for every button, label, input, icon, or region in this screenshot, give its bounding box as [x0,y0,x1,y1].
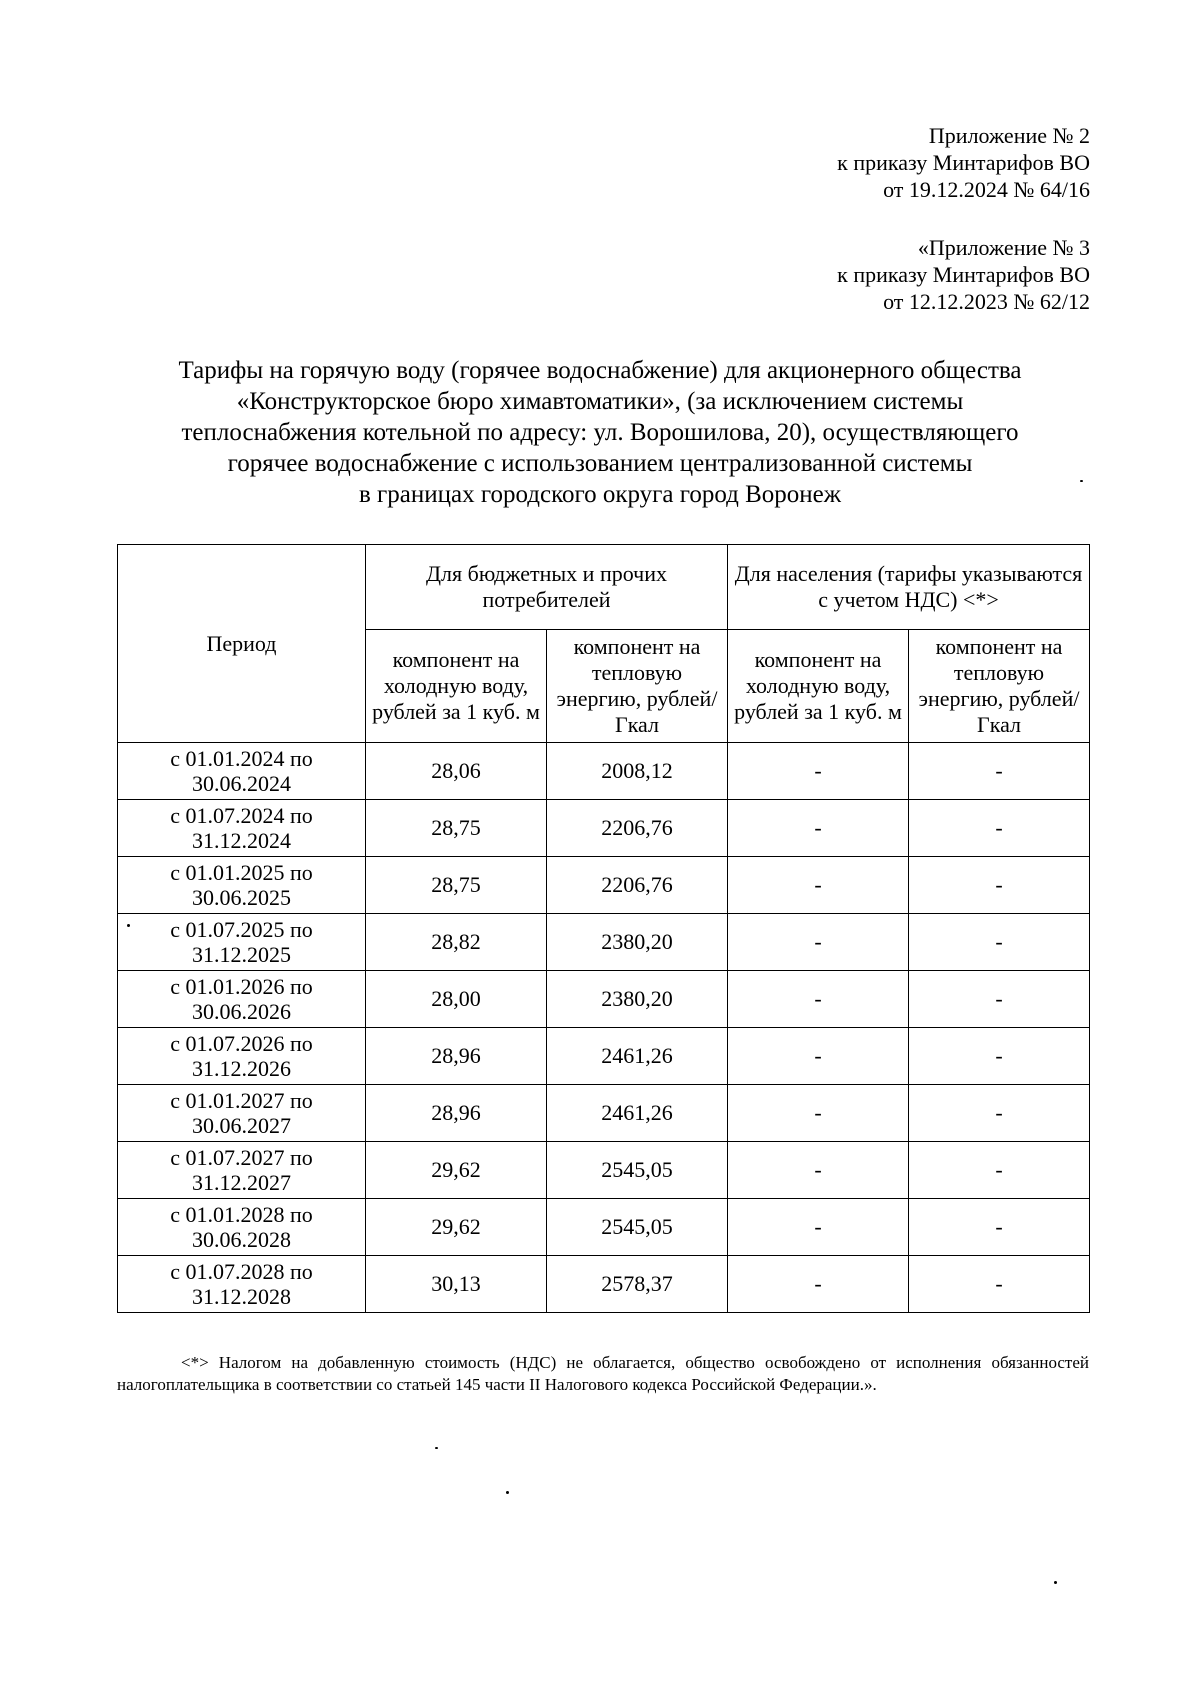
period-end: 31.12.2027 [192,1170,291,1195]
cold-water-population-cell: - [728,1256,909,1313]
period-start: с 01.01.2025 по [170,860,313,885]
heat-energy-cell: 2206,76 [547,857,728,914]
cold-water-cell: 28,75 [366,800,547,857]
heat-energy-cell: 2008,12 [547,743,728,800]
cold-water-cell: 28,00 [366,971,547,1028]
cold-water-cell: 29,62 [366,1199,547,1256]
annex-current-reference [837,122,1090,203]
heat-energy-header: компонент на тепловую энергию, рублей/Гкал [547,630,728,743]
scan-speck [435,1447,438,1449]
table-row [118,1142,1090,1199]
heat-energy-population-cell: - [909,1199,1090,1256]
heat-energy-cell: 2578,37 [547,1256,728,1313]
period-cell [118,800,366,857]
title-line: Тарифы на горячую воду (горячее водоснабжение) для акционерного общества [178,357,1022,384]
period-end: 30.06.2024 [192,771,291,796]
period-start: с 01.01.2028 по [170,1202,313,1227]
annex-order-ref: к приказу Минтарифов ВО [837,150,1090,175]
title-line: в границах городского округа город Воронеж [358,481,842,508]
cold-water-population-cell: - [728,1199,909,1256]
period-end: 30.06.2027 [192,1113,291,1138]
period-start: с 01.01.2027 по [170,1088,313,1113]
period-header: Период [118,545,366,743]
period-start: с 01.07.2025 по [170,917,313,942]
scan-speck [1054,1581,1057,1584]
cold-water-cell: 28,96 [366,1028,547,1085]
cold-water-population-cell: - [728,914,909,971]
annex-number: «Приложение № 3 [917,235,1090,260]
table-row [118,1085,1090,1142]
cold-water-population-cell: - [728,1028,909,1085]
annex-previous-reference [837,234,1090,315]
heat-energy-cell: 2380,20 [547,971,728,1028]
table-row [118,743,1090,800]
period-end: 30.06.2026 [192,999,291,1024]
heat-energy-cell: 2461,26 [547,1085,728,1142]
title-line: теплоснабжения котельной по адресу: ул. Ворошилова, 20), осуществляющего [181,419,1019,446]
cold-water-header: компонент на холодную воду, рублей за 1 куб. м [366,630,547,743]
scan-speck [506,1491,509,1494]
heat-energy-population-cell: - [909,1085,1090,1142]
heat-energy-cell: 2206,76 [547,800,728,857]
period-end: 30.06.2028 [192,1227,291,1252]
heat-energy-population-cell: - [909,914,1090,971]
period-cell [118,1028,366,1085]
period-end: 31.12.2026 [192,1056,291,1081]
heat-energy-cell: 2545,05 [547,1199,728,1256]
cold-water-cell: 28,06 [366,743,547,800]
period-cell [118,971,366,1028]
heat-energy-population-cell: - [909,800,1090,857]
scan-speck [127,924,130,927]
period-end: 31.12.2025 [192,942,291,967]
heat-energy-population-cell: - [909,743,1090,800]
table-row [118,914,1090,971]
cold-water-cell: 30,13 [366,1256,547,1313]
annex-order-date: от 19.12.2024 № 64/16 [883,177,1090,202]
heat-energy-population-cell: - [909,971,1090,1028]
period-cell [118,1199,366,1256]
heat-energy-population-cell: - [909,1028,1090,1085]
heat-energy-cell: 2380,20 [547,914,728,971]
period-cell [118,914,366,971]
cold-water-cell: 28,82 [366,914,547,971]
heat-energy-cell: 2461,26 [547,1028,728,1085]
table-row [118,1028,1090,1085]
cold-water-population-header: компонент на холодную воду, рублей за 1 куб. м [728,630,909,743]
period-start: с 01.01.2026 по [170,974,313,999]
table-row [118,1256,1090,1313]
cold-water-cell: 28,96 [366,1085,547,1142]
period-cell [118,857,366,914]
period-cell [118,1085,366,1142]
heat-energy-cell: 2545,05 [547,1142,728,1199]
cold-water-population-cell: - [728,857,909,914]
table-row [118,971,1090,1028]
cold-water-population-cell: - [728,1085,909,1142]
title-line: горячее водоснабжение с использованием централизованной системы [227,450,973,477]
heat-energy-population-cell: - [909,857,1090,914]
budget-group-header: Для бюджетных и прочих потребителей [366,545,728,630]
period-cell [118,743,366,800]
period-end: 31.12.2028 [192,1284,291,1309]
annex-order-date: от 12.12.2023 № 62/12 [883,289,1090,314]
cold-water-population-cell: - [728,800,909,857]
cold-water-cell: 28,75 [366,857,547,914]
footnote: <*> Налогом на добавленную стоимость (НДС) не облагается, общество освобождено от исполнения обязанностей налогоплательщика в соответствии со статьей 145 части II Налогового кодекса Российской Федерации.». [117,1353,1089,1394]
cold-water-population-cell: - [728,1142,909,1199]
period-start: с 01.07.2027 по [170,1145,313,1170]
table-row [118,1199,1090,1256]
period-start: с 01.01.2024 по [170,746,313,771]
title-line: «Конструкторское бюро химавтоматики», (за исключением системы [236,388,964,415]
heat-energy-population-cell: - [909,1142,1090,1199]
table-row [118,800,1090,857]
period-cell [118,1256,366,1313]
heat-energy-population-header: компонент на тепловую энергию, рублей/Гкал [909,630,1090,743]
cold-water-population-cell: - [728,743,909,800]
period-end: 30.06.2025 [192,885,291,910]
period-start: с 01.07.2024 по [170,803,313,828]
tariff-table [117,544,1090,1313]
annex-number: Приложение № 2 [928,123,1090,148]
population-group-header: Для населения (тарифы указываются с учетом НДС) <*> [728,545,1090,630]
cold-water-cell: 29,62 [366,1142,547,1199]
document-title [105,355,1095,510]
period-start: с 01.07.2028 по [170,1259,313,1284]
period-start: с 01.07.2026 по [170,1031,313,1056]
heat-energy-population-cell: - [909,1256,1090,1313]
scan-speck [1080,480,1083,482]
period-cell [118,1142,366,1199]
cold-water-population-cell: - [728,971,909,1028]
period-end: 31.12.2024 [192,828,291,853]
annex-order-ref: к приказу Минтарифов ВО [837,262,1090,287]
table-row [118,857,1090,914]
